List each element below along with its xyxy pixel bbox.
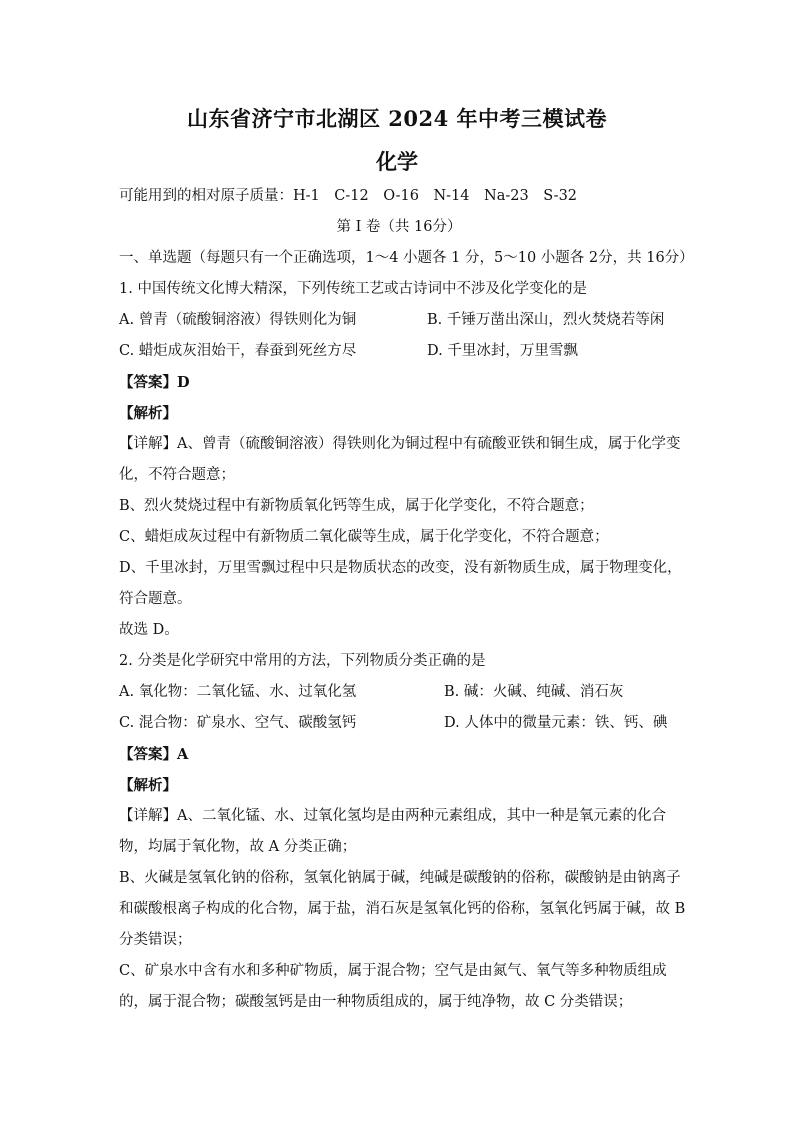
detail-line: D、千里冰封，万里雪飘过程中只是物质状态的改变，没有新物质生成，属于物理变化，	[119, 560, 682, 576]
question-stem: 1. 中国传统文化博大精深，下列传统工艺或古诗词中不涉及化学变化的是	[119, 281, 587, 297]
detail-line: 分类错误；	[119, 932, 192, 948]
answer-label: 【答案】	[119, 746, 177, 763]
analysis-label: 【解析】	[119, 405, 177, 422]
options-row	[119, 677, 679, 708]
answer-label: 【答案】	[119, 374, 177, 391]
options-row	[119, 305, 679, 336]
question-stem: 2. 分类是化学研究中常用的方法，下列物质分类正确的是	[119, 653, 486, 669]
detail-line: C、蜡炬成灰过程中有新物质二氧化碳等生成，属于化学变化，不符合题意；	[119, 529, 609, 545]
option-b: B. 千锤万凿出深山，烈火焚烧若等闲	[427, 312, 665, 328]
question-2	[119, 646, 686, 1018]
subject-title: 化学	[376, 149, 418, 174]
option-d: D. 人体中的微量元素：铁、钙、碘	[444, 715, 668, 731]
detail-line: 和碳酸根离子构成的化合物，属于盐，消石灰是氢氧化钙的俗称，氢氧化钙属于碱，故 B	[119, 901, 686, 917]
option-a: A. 氧化物：二氧化锰、水、过氧化氢	[119, 684, 357, 700]
option-c: C. 蜡炬成灰泪始干，春蚕到死丝方尽	[119, 343, 357, 359]
detail-line: 化，不符合题意；	[119, 467, 235, 483]
option-c: C. 混合物：矿泉水、空气、碳酸氢钙	[119, 715, 357, 731]
section-heading: 一、单选题（每题只有一个正确选项，1～4 小题各 1 分，5～10 小题各 2分，共 16分）	[119, 250, 694, 266]
analysis-label: 【解析】	[119, 777, 177, 794]
answer-value: A	[177, 746, 189, 763]
answer-line	[119, 367, 679, 398]
content	[119, 181, 694, 1018]
detail-line: C、矿泉水中含有水和多种矿物质，属于混合物；空气是由氮气、氧气等多种物质组成	[119, 963, 667, 979]
options-row	[119, 708, 679, 739]
answer-line	[119, 739, 679, 770]
detail-line: 【详解】A、曾青（硫酸铜溶液）得铁则化为铜过程中有硫酸亚铁和铜生成，属于化学变	[119, 436, 681, 452]
detail-line: 故选 D。	[119, 622, 179, 638]
detail-line: 符合题意。	[119, 591, 192, 607]
detail-line: B、火碱是氢氧化钠的俗称，氢氧化钠属于碱，纯碱是碳酸钠的俗称，碳酸钠是由钠离子	[119, 870, 681, 886]
options-row	[119, 336, 679, 367]
detail-line: 【详解】A、二氧化锰、水、过氧化氢均是由两种元素组成，其中一种是氧元素的化合	[119, 808, 666, 824]
option-b: B. 碱：火碱、纯碱、消石灰	[444, 684, 624, 700]
option-a: A. 曾青（硫酸铜溶液）得铁则化为铜	[119, 312, 357, 328]
detail-line: 的，属于混合物；碳酸氢钙是由一种物质组成的，属于纯净物，故 C 分类错误；	[119, 994, 633, 1010]
detail-line: B、烈火焚烧过程中有新物质氧化钙等生成，属于化学变化，不符合题意；	[119, 498, 594, 514]
question-1	[119, 274, 682, 646]
volume-title: 第 I 卷（共 16分）	[336, 219, 462, 235]
exam-title: 山东省济宁市北湖区 2024 年中考三模试卷	[186, 106, 608, 131]
atomic-mass-line: 可能用到的相对原子质量：H-1 C-12 O-16 N-14 Na-23 S-32	[119, 188, 578, 204]
answer-value: D	[177, 374, 190, 391]
detail-line: 物，均属于氧化物，故 A 分类正确；	[119, 839, 357, 855]
option-d: D. 千里冰封，万里雪飘	[427, 343, 578, 359]
